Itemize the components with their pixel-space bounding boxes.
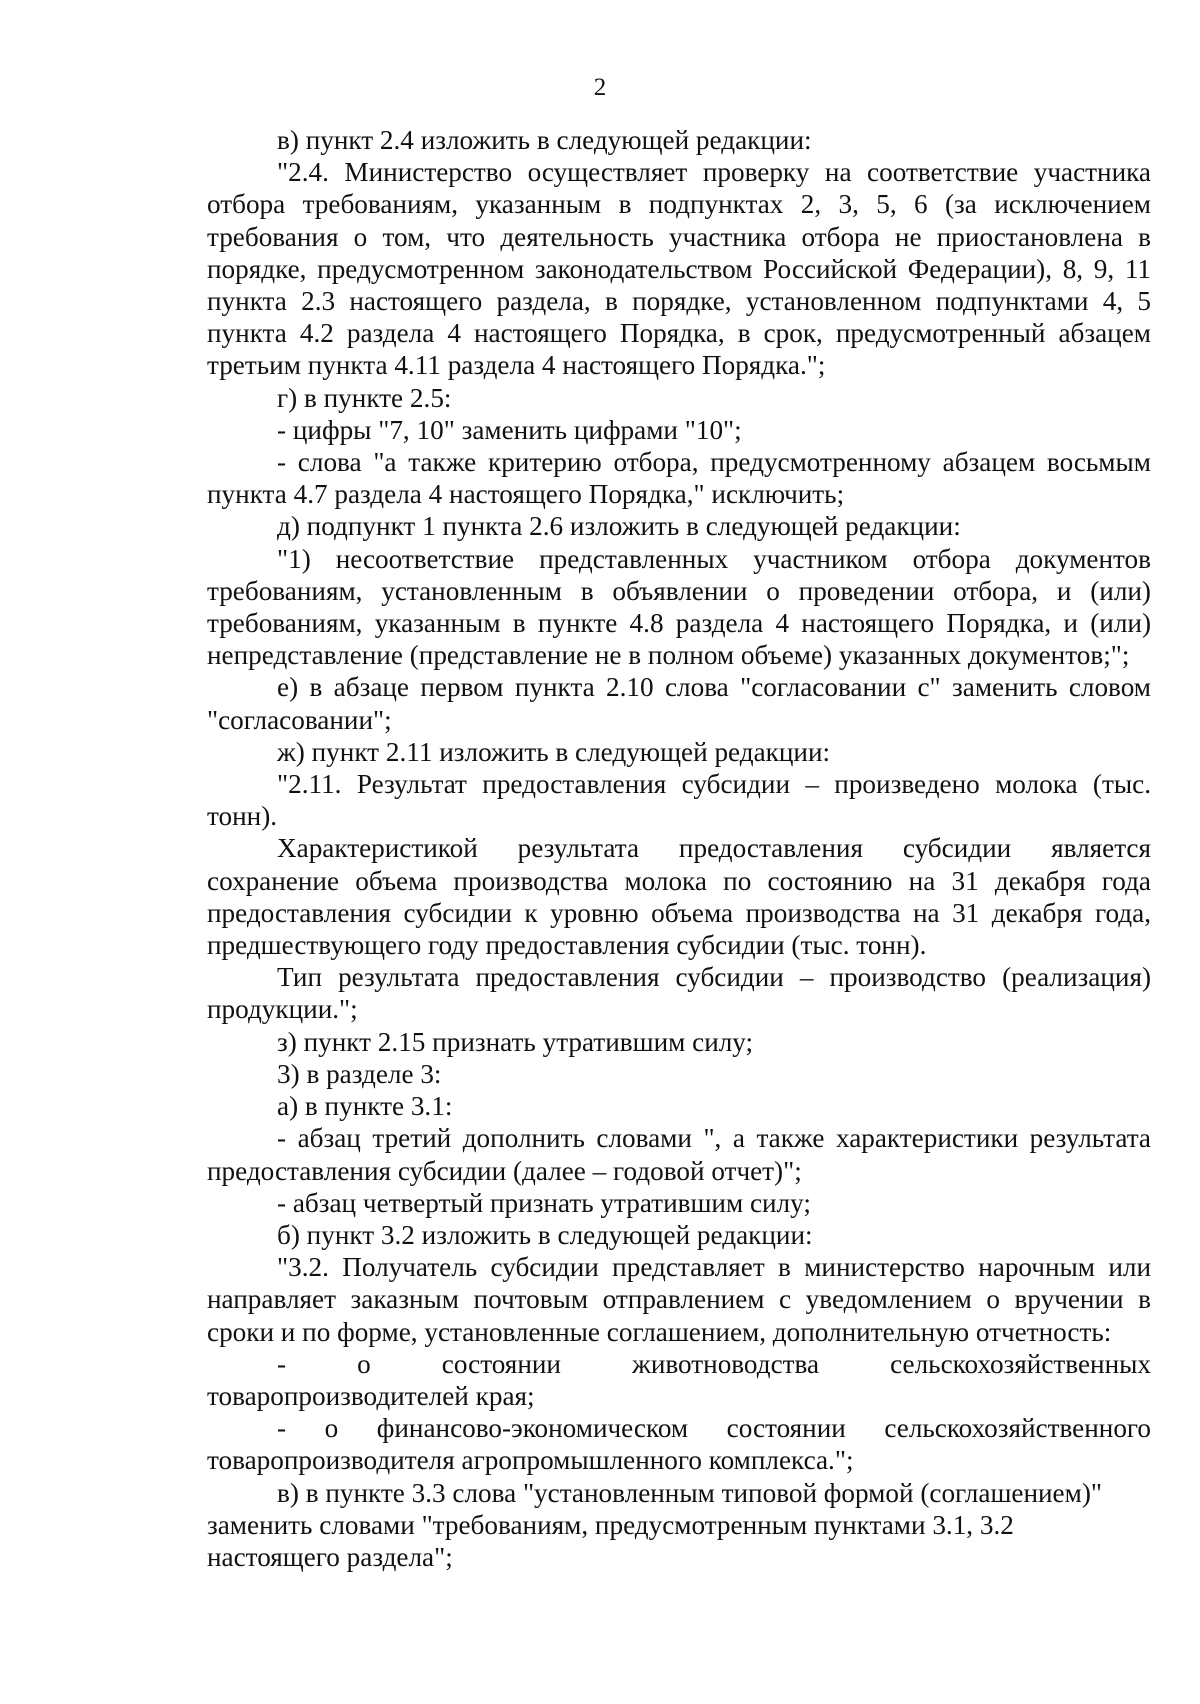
paragraph: "3.2. Получатель субсидии представляет в министерство нарочным или направляет заказным почтовым отправлением с уведомлением о вручении в сроки и по форме, установленные соглашением, дополнительную отчетность:: [207, 1252, 1151, 1347]
paragraph: "2.11. Результат предоставления субсидии – произведено молока (тыс. тонн).: [207, 769, 1151, 832]
paragraph: в) в пункте 3.3 слова "установленным типовой формой (соглашением)" заменить словами "требованиям, предусмотренным пунктами 3.1, 3.2 настоящего раздела";: [207, 1477, 1102, 1572]
page-number: 2: [593, 74, 607, 101]
paragraph: Характеристикой результата предоставления субсидии является сохранение объема производства молока по состоянию на 31 декабря года предоставления субсидии к уровню объема производства на 31 декабря года, предшествующего году предоставления субсидии (тыс. тонн).: [207, 833, 1151, 961]
paragraph: - о финансово-экономическом состоянии сельскохозяйственного товаропроизводителя агропромышленного комплекса.";: [207, 1413, 1151, 1476]
document-body: [207, 124, 1151, 1573]
paragraph: г) в пункте 2.5:: [277, 382, 452, 413]
paragraph: - о состоянии животноводства сельскохозяйственных товаропроизводителей края;: [207, 1348, 1151, 1411]
paragraph: 3) в разделе 3:: [277, 1058, 442, 1089]
paragraph: ж) пункт 2.11 изложить в следующей редакции:: [277, 736, 831, 767]
paragraph: в) пункт 2.4 изложить в следующей редакции:: [277, 125, 812, 155]
paragraph: - абзац третий дополнить словами ", а также характеристики результата предоставления субсидии (далее – годовой отчет)";: [207, 1123, 1151, 1186]
paragraph: "2.4. Министерство осуществляет проверку на соответствие участника отбора требованиям, указанным в подпунктах 2, 3, 5, 6 (за исключением требования о том, что деятельность участника отбора не приостановлена в порядке, предусмотренном законодательством Российской Федерации), 8, 9, 11 пункта 2.3 настоящего раздела, в порядке, установленном подпунктами 4, 5 пункта 4.2 раздела 4 настоящего Порядка, в срок, предусмотренный абзацем третьим пункта 4.11 раздела 4 настоящего Порядка.";: [207, 157, 1151, 381]
paragraph: з) пункт 2.15 признать утратившим силу;: [277, 1026, 754, 1057]
paragraph: е) в абзаце первом пункта 2.10 слова "согласовании с" заменить словом "согласовании";: [207, 672, 1151, 735]
paragraph: - цифры "7, 10" заменить цифрами "10";: [277, 414, 742, 445]
paragraph: б) пункт 3.2 изложить в следующей редакции:: [277, 1219, 813, 1250]
paragraph: а) в пункте 3.1:: [277, 1091, 453, 1122]
paragraph: - слова "а также критерию отбора, предусмотренному абзацем восьмым пункта 4.7 раздела 4 настоящего Порядка," исключить;: [207, 447, 1151, 510]
paragraph: - абзац четвертый признать утратившим силу;: [277, 1187, 811, 1218]
paragraph: "1) несоответствие представленных участником отбора документов требованиям, установленным в объявлении о проведении отбора, и (или) требованиям, указанным в пункте 4.8 раздела 4 настоящего Порядка, и (или) непредставление (представление не в полном объеме) указанных документов;";: [207, 543, 1151, 671]
paragraph: Тип результата предоставления субсидии – производство (реализация) продукции.";: [207, 962, 1151, 1025]
paragraph: д) подпункт 1 пункта 2.6 изложить в следующей редакции:: [277, 511, 961, 542]
